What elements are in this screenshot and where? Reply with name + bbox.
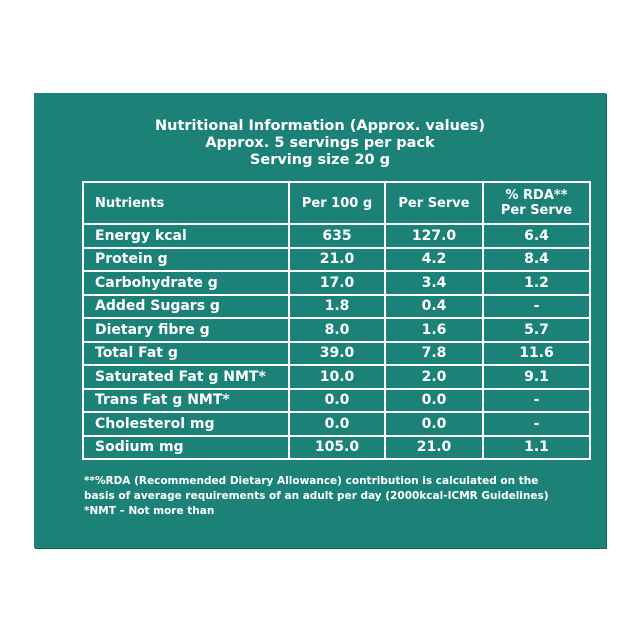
table-row xyxy=(83,389,590,413)
rda-cell: - xyxy=(483,412,590,436)
header-serving-size: Serving size 20 g xyxy=(249,152,391,168)
per-100g-cell: 21.0 xyxy=(289,248,385,272)
header-title: Nutritional Information (Approx. values) xyxy=(154,118,486,134)
nutrition-table xyxy=(82,181,591,460)
nutrient-name-cell: Sodium mg xyxy=(83,436,289,460)
footnote-rda-line2: basis of average requirements of an adult per day (2000kcal-ICMR Guidelines) xyxy=(84,490,549,502)
per-serve-cell: 2.0 xyxy=(385,365,483,389)
nutrient-name-cell: Trans Fat g NMT* xyxy=(83,389,289,413)
nutrient-name-cell: Cholesterol mg xyxy=(83,412,289,436)
rda-cell: - xyxy=(483,295,590,319)
rda-cell: 1.2 xyxy=(483,271,590,295)
per-serve-cell: 3.4 xyxy=(385,271,483,295)
footnote-rda-line1: **%RDA (Recommended Dietary Allowance) contribution is calculated on the xyxy=(84,475,539,487)
nutrient-name-cell: Carbohydrate g xyxy=(83,271,289,295)
rda-cell: 8.4 xyxy=(483,248,590,272)
column-header-rda-line1: % RDA** xyxy=(505,188,568,203)
rda-cell: 11.6 xyxy=(483,342,590,366)
column-header-rda-line2: Per Serve xyxy=(500,203,573,218)
nutrient-name-cell: Added Sugars g xyxy=(83,295,289,319)
table-row xyxy=(83,248,590,272)
per-serve-cell: 0.0 xyxy=(385,412,483,436)
rda-cell: 6.4 xyxy=(483,224,590,248)
column-header-per-100g: Per 100 g xyxy=(289,182,385,224)
nutrient-name-cell: Energy kcal xyxy=(83,224,289,248)
column-header-per-serve: Per Serve xyxy=(385,182,483,224)
table-row xyxy=(83,271,590,295)
per-100g-cell: 0.0 xyxy=(289,412,385,436)
nutrition-panel xyxy=(34,93,606,548)
per-100g-cell: 0.0 xyxy=(289,389,385,413)
per-100g-cell: 8.0 xyxy=(289,318,385,342)
per-serve-cell: 1.6 xyxy=(385,318,483,342)
per-serve-cell: 0.0 xyxy=(385,389,483,413)
per-100g-cell: 39.0 xyxy=(289,342,385,366)
table-row xyxy=(83,365,590,389)
per-serve-cell: 0.4 xyxy=(385,295,483,319)
nutrient-name-cell: Dietary fibre g xyxy=(83,318,289,342)
table-row xyxy=(83,224,590,248)
nutrient-name-cell: Total Fat g xyxy=(83,342,289,366)
table-body xyxy=(83,224,590,459)
per-100g-cell: 10.0 xyxy=(289,365,385,389)
per-100g-cell: 1.8 xyxy=(289,295,385,319)
header-servings: Approx. 5 servings per pack xyxy=(205,135,435,151)
nutrient-name-cell: Saturated Fat g NMT* xyxy=(83,365,289,389)
per-100g-cell: 105.0 xyxy=(289,436,385,460)
table-header-row xyxy=(83,182,590,224)
column-header-nutrients: Nutrients xyxy=(83,182,289,224)
per-serve-cell: 127.0 xyxy=(385,224,483,248)
nutrition-header xyxy=(34,118,606,169)
per-serve-cell: 4.2 xyxy=(385,248,483,272)
table-row xyxy=(83,436,590,460)
footnote-nmt: *NMT – Not more than xyxy=(84,505,215,517)
table-row xyxy=(83,318,590,342)
nutrient-name-cell: Protein g xyxy=(83,248,289,272)
column-header-rda xyxy=(483,182,590,224)
table-row xyxy=(83,412,590,436)
table-row xyxy=(83,342,590,366)
rda-cell: 9.1 xyxy=(483,365,590,389)
footnotes xyxy=(84,474,584,519)
per-serve-cell: 21.0 xyxy=(385,436,483,460)
rda-cell: 1.1 xyxy=(483,436,590,460)
per-100g-cell: 635 xyxy=(289,224,385,248)
per-serve-cell: 7.8 xyxy=(385,342,483,366)
rda-cell: - xyxy=(483,389,590,413)
per-100g-cell: 17.0 xyxy=(289,271,385,295)
table-row xyxy=(83,295,590,319)
rda-cell: 5.7 xyxy=(483,318,590,342)
